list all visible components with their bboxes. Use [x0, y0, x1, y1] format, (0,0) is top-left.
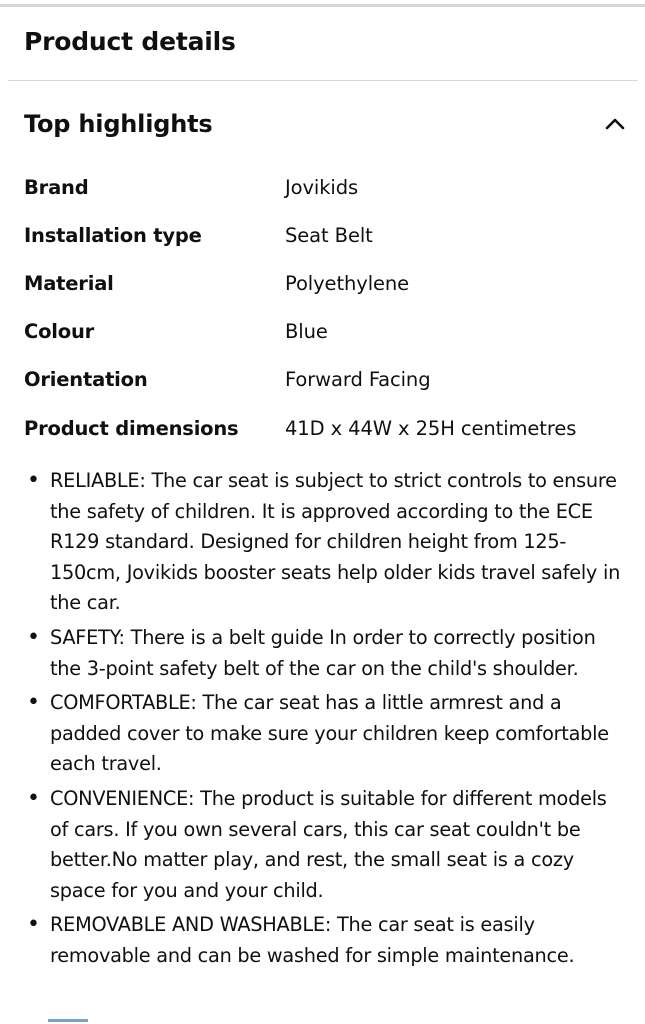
spec-value-material: Polyethylene	[285, 271, 410, 295]
bullet-icon: •	[27, 624, 40, 650]
header-divider	[8, 80, 638, 81]
feature-bullet-list	[24, 466, 624, 976]
bullet-text: CONVENIENCE: The product is suitable for different models of cars. If you own several cars, this car seat couldn't be better.No matter play, and rest, the small seat is a cozy space for you and your child.	[50, 786, 607, 902]
page-title: Product details	[24, 27, 236, 56]
spec-value-installation-type: Seat Belt	[285, 223, 373, 247]
chevron-up-icon[interactable]	[601, 110, 629, 138]
list-item	[24, 910, 624, 971]
specs-table	[24, 163, 629, 452]
top-highlights-toggle[interactable]	[24, 103, 629, 145]
bullet-icon: •	[27, 912, 40, 938]
see-more-link-fragment[interactable]	[48, 1019, 88, 1022]
spec-label-orientation: Orientation	[24, 368, 148, 392]
spec-label-brand: Brand	[24, 175, 89, 199]
spec-row	[24, 308, 629, 356]
bullet-text: RELIABLE: The car seat is subject to strict controls to ensure the safety of children. It is approved according to the ECE R129 standard. Designed for children height from 125-150cm, Jovikids booster seats help older kids travel safely in the car.	[50, 469, 621, 615]
spec-value-colour: Blue	[285, 320, 328, 344]
spec-row	[24, 404, 629, 452]
spec-value-brand: Jovikids	[285, 175, 359, 199]
bullet-icon: •	[27, 785, 40, 811]
spec-row	[24, 211, 629, 259]
spec-value-product-dimensions: 41D x 44W x 25H centimetres	[285, 416, 577, 440]
bullet-icon: •	[27, 468, 40, 493]
spec-label-product-dimensions: Product dimensions	[24, 416, 239, 440]
spec-label-material: Material	[24, 271, 114, 295]
bullet-icon: •	[27, 690, 40, 716]
top-divider	[0, 4, 645, 7]
spec-value-orientation: Forward Facing	[285, 368, 431, 392]
spec-label-installation-type: Installation type	[24, 223, 202, 247]
spec-row	[24, 356, 629, 404]
section-title: Top highlights	[24, 110, 213, 138]
spec-label-colour: Colour	[24, 320, 95, 344]
spec-row	[24, 259, 629, 307]
bullet-text: REMOVABLE AND WASHABLE: The car seat is easily removable and can be washed for simple maintenance.	[50, 913, 575, 967]
list-item	[24, 466, 624, 619]
spec-row	[24, 163, 629, 211]
bullet-text: SAFETY: There is a belt guide In order to correctly position the 3-point safety belt of the car on the child's shoulder.	[50, 625, 596, 680]
list-item	[24, 688, 624, 780]
list-item	[24, 784, 624, 906]
list-item	[24, 623, 624, 684]
bullet-text: COMFORTABLE: The car seat has a little armrest and a padded cover to make sure your children keep comfortable each travel.	[50, 691, 609, 776]
